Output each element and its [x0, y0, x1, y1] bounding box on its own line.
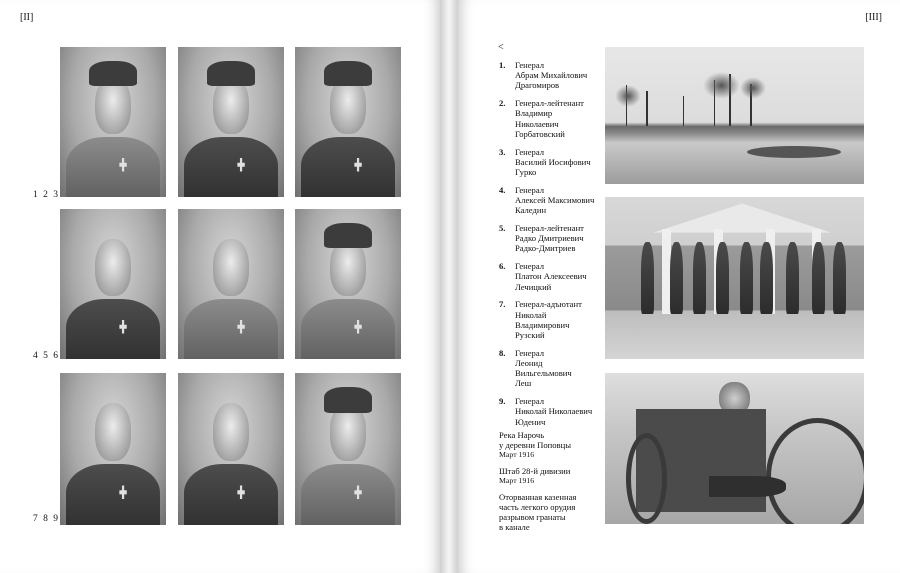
photo-river-naroch: [605, 47, 864, 184]
general-portrait-2: [178, 47, 284, 197]
legend-line: Генерал: [515, 60, 545, 70]
book-gutter: [440, 0, 458, 573]
legend-line: Генерал: [515, 184, 545, 195]
general-portrait-4: [60, 209, 166, 359]
photo-caption: [499, 492, 603, 532]
legend-line: Николай: [515, 309, 547, 320]
legend-text: [515, 396, 592, 427]
caption-line: у деревни Поповцы: [499, 440, 571, 450]
legend-line: Драгомиров: [515, 80, 560, 91]
legend-text: [515, 299, 582, 340]
caption-line: в канале: [499, 522, 530, 532]
photo-caption: [499, 466, 603, 486]
legend-entry: [499, 98, 603, 139]
caption-line: Оторванная казенная: [499, 492, 577, 502]
left-page-number: [II]: [20, 12, 34, 23]
legend-text: [515, 261, 587, 292]
legend-line: Николай Николаевич: [515, 406, 593, 417]
legend-number: 1.: [499, 60, 506, 70]
legend-line: Леонид: [515, 358, 543, 369]
legend-line: Василий Иосифович: [515, 156, 591, 167]
portrait-legend: [499, 60, 603, 434]
legend-line: Алексей Максимович: [515, 195, 595, 206]
general-portrait-1: [60, 47, 166, 197]
legend-entry: [499, 396, 603, 427]
legend-number: 9.: [499, 396, 506, 407]
legend-number: 5.: [499, 223, 506, 234]
caption-line: часть легкого орудия: [499, 502, 576, 512]
legend-line: Лечицкий: [515, 281, 552, 292]
legend-line: Радко Дмитриевич: [515, 233, 584, 244]
portrait-row-label: 7 8 9: [33, 514, 60, 524]
legend-number: 2.: [499, 98, 506, 109]
legend-number: 4.: [499, 184, 506, 195]
caption-date: Март 1916: [499, 476, 535, 485]
back-arrow-link[interactable]: <: [498, 42, 504, 53]
legend-number: 7.: [499, 299, 506, 310]
legend-text: [515, 147, 591, 178]
general-portrait-6: [295, 209, 401, 359]
legend-line: Каледин: [515, 205, 547, 216]
legend-text: [515, 60, 587, 91]
legend-entry: [499, 147, 603, 178]
legend-line: Гурко: [515, 167, 537, 178]
legend-entry: [499, 223, 603, 254]
caption-line: Штаб 28-й дивизии: [499, 466, 571, 476]
legend-line: Радко-Дмитриев: [515, 243, 576, 254]
legend-line: Николаевич: [515, 118, 559, 129]
legend-text: [515, 185, 594, 216]
legend-line: Владимирович: [515, 319, 570, 330]
general-portrait-7: [60, 373, 166, 525]
legend-line: Рузский: [515, 330, 545, 341]
legend-entry: [499, 348, 603, 389]
legend-line: Генерал: [515, 347, 545, 358]
legend-number: 3.: [499, 146, 506, 157]
right-page-number: [III]: [865, 12, 882, 23]
legend-line: Генерал-лейтенант: [515, 98, 584, 109]
photo-captions: [499, 430, 603, 538]
caption-line: разрывом гранаты: [499, 512, 566, 522]
legend-entry: [499, 185, 603, 216]
legend-line: Генерал-лейтенант: [515, 223, 584, 234]
legend-text: [515, 348, 572, 389]
portrait-row-label: 4 5 6: [33, 351, 60, 361]
legend-line: Вильгельмович: [515, 368, 572, 379]
legend-line: Генерал: [515, 396, 545, 407]
legend-entry: [499, 60, 603, 91]
general-portrait-9: [295, 373, 401, 525]
legend-line: Горбатовский: [515, 128, 565, 139]
general-portrait-8: [178, 373, 284, 525]
photo-caption: [499, 430, 603, 460]
general-portrait-5: [178, 209, 284, 359]
legend-line: Юденич: [515, 416, 546, 427]
legend-line: Генерал-адъютант: [515, 299, 582, 310]
legend-line: Платон Алексеевич: [515, 271, 587, 282]
legend-entry: [499, 261, 603, 292]
legend-text: [515, 223, 584, 254]
legend-entry: [499, 299, 603, 340]
legend-number: 6.: [499, 261, 506, 272]
legend-number: 8.: [499, 347, 506, 358]
legend-line: Генерал: [515, 146, 545, 157]
photo-damaged-gun: [605, 373, 864, 524]
legend-line: Генерал: [515, 261, 545, 272]
general-portrait-3: [295, 47, 401, 197]
legend-line: Владимир: [515, 108, 553, 119]
photo-division-hq: [605, 197, 864, 359]
legend-line: Абрам Михайлович: [515, 70, 588, 81]
caption-line: Река Нарочь: [499, 430, 545, 440]
legend-line: Леш: [515, 378, 532, 389]
caption-date: Март 1916: [499, 450, 535, 459]
portrait-row-label: 1 2 3: [33, 190, 60, 200]
legend-text: [515, 98, 584, 139]
